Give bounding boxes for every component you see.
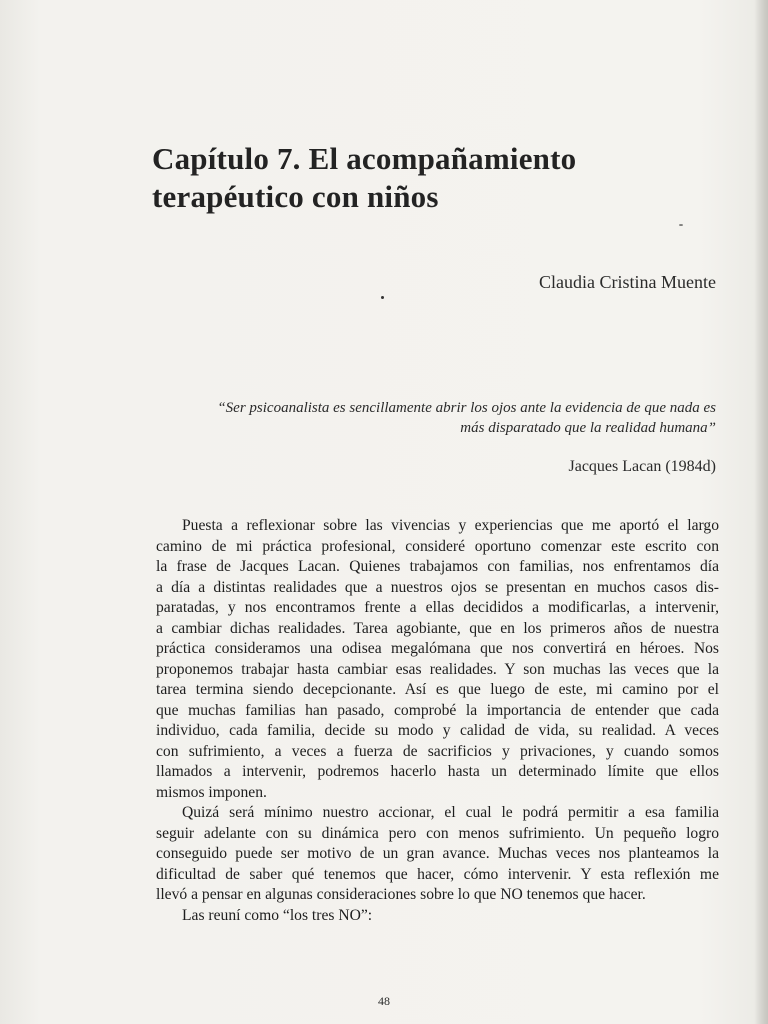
text-line: práctica consideramos una odisea megalómana que nos convertirá en héroes. Nos [156, 640, 719, 657]
text-line: seguir adelante con su dinámica pero con menos sufrimiento. Un pequeño logro [156, 824, 719, 842]
page-number: 48 [378, 994, 390, 1008]
text-line: a cambiar dichas realidades. Tarea agobiante, que en los primeros años de nuestra [156, 619, 719, 637]
text-line: dificultad de saber qué tenemos que hacer, cómo intervenir. Y esta reflexión me [156, 865, 719, 883]
text-line: tarea termina siendo decepcionante. Así es que luego de este, mi camino por el [156, 681, 719, 698]
chapter-author: Claudia Cristina Muente [539, 272, 716, 292]
paragraph [156, 516, 719, 803]
paragraph [156, 906, 719, 927]
chapter-title [152, 140, 672, 216]
page-edge-shadow [754, 0, 768, 1024]
text-line: camino de mi práctica profesional, consideré oportuno comenzar este escrito con [156, 537, 719, 555]
epigraph-source: Jacques Lacan (1984d) [568, 458, 716, 475]
epigraph-line: “Ser psicoanalista es sencillamente abrir los ojos ante la evidencia de que nada es [217, 400, 716, 416]
text-line: Las reuní como “los tres NO”: [182, 906, 373, 924]
text-line: llevó a pensar en algunas consideraciones sobre lo que NO tenemos que hacer. [156, 886, 646, 903]
text-line: llamados a intervenir, podremos hacerlo hasta un determinado límite que ellos [156, 763, 719, 780]
text-line: conseguido puede ser motivo de un gran avance. Muchas veces nos planteamos la [156, 845, 719, 862]
text-line: paratadas, y nos encontramos frente a ellas decididos a modificarlas, a intervenir, [156, 599, 719, 616]
chapter-title-line: terapéutico con niños [152, 179, 439, 214]
text-line: individuo, cada familia, decide su modo y calidad de vida, su realidad. A veces [156, 722, 719, 739]
epigraph-quote [156, 398, 716, 438]
paragraph [156, 803, 719, 906]
epigraph-line: más disparatado que la realidad humana” [460, 420, 716, 436]
body-text [156, 516, 719, 926]
chapter-title-line: Capítulo 7. El acompañamiento [152, 141, 577, 176]
text-line: la frase de Jacques Lacan. Quienes trabajamos con familias, nos enfrentamos día [156, 558, 719, 575]
text-line: a día a distintas realidades que a nuestros ojos se presentan en muchos casos dis- [156, 578, 719, 596]
text-line: Puesta a reflexionar sobre las vivencias y experiencias que me aportó el largo [182, 517, 719, 534]
text-line: mismos imponen. [156, 783, 267, 801]
text-line: con sufrimiento, a veces a fuerza de sacrificios y privaciones, y cuando somos [156, 742, 719, 760]
text-line: Quizá será mínimo nuestro accionar, el cual le podrá permitir a esa familia [182, 804, 719, 821]
text-line: proponemos trabajar hasta cambiar esas realidades. Y son muchas las veces que la [156, 660, 719, 678]
ink-speck [381, 296, 384, 299]
ink-speck [679, 224, 683, 226]
text-line: que muchas familias han pasado, comprobé la importancia de entender que cada [156, 701, 719, 719]
